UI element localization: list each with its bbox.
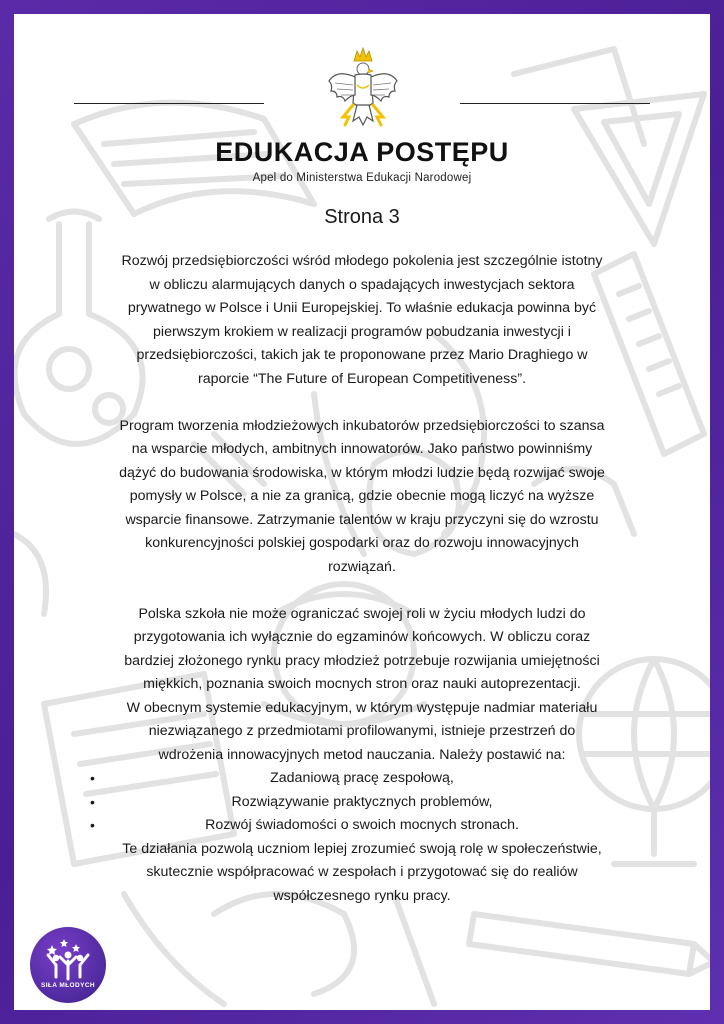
- paragraph-2: [70, 415, 654, 580]
- text-line: przygotowania ich wyłącznie do egzaminów końcowych. W obliczu coraz: [133, 629, 591, 645]
- document-page: [14, 14, 710, 1010]
- text-line: prywatnego w Polsce i Unii Europejskiej. To właśnie edukacja powinna być: [127, 300, 597, 316]
- text-line: dążyć do budowania środowiska, w którym młodzi ludzie będą rozwijać swoje: [119, 464, 605, 481]
- list-item: [70, 767, 654, 791]
- text-line: Te działania pozwolą uczniom lepiej zrozumieć swoją rolę w społeczeństwie,: [122, 840, 602, 857]
- list-item: [70, 814, 654, 838]
- document-title: EDUKACJA POSTĘPU: [215, 137, 509, 167]
- text-line: wdrożenia innowacyjnych metod nauczania. Należy postawić na:: [158, 746, 566, 763]
- text-line: na wsparcie młodych, ambitnych innowatorów. Jako państwo powinniśmy: [131, 441, 593, 457]
- document-body: [70, 250, 654, 908]
- list-item-text: Rozwiązywanie praktycznych problemów,: [231, 793, 493, 810]
- document-subtitle: Apel do Ministerstwa Edukacji Narodowej: [252, 172, 472, 184]
- list-item: [70, 791, 654, 815]
- text-line: W obecnym systemie edukacyjnym, w którym występuje nadmiar materiału: [126, 699, 598, 716]
- text-line: przedsiębiorczości, takich jak te proponowane przez Mario Draghiego w: [136, 347, 588, 363]
- text-line: współczesnego rynku pracy.: [273, 887, 451, 904]
- text-line: konkurencyjności polskiej gospodarki oraz do rozwoju innowacyjnych: [145, 535, 579, 551]
- text-line: miękkich, poznania swoich mocnych stron oraz nauki autoprezentacji.: [143, 676, 581, 692]
- text-line: Rozwój przedsiębiorczości wśród młodego pokolenia jest szczególnie istotny: [121, 253, 603, 269]
- text-line: niezwiązanego z przedmiotami profilowanymi, istnieje przestrzeń do: [148, 723, 576, 739]
- page-label: Strona 3: [324, 206, 400, 228]
- sila-mlodych-logo: [30, 927, 106, 1003]
- list-item-text: Zadaniową pracę zespołową,: [270, 770, 454, 786]
- text-line: wsparcie finansowe. Zatrzymanie talentów w kraju przyczyni się do wzrostu: [125, 511, 599, 528]
- text-line: bardziej złożonego rynku pracy młodzież potrzebuje rozwijania umiejętności: [124, 652, 600, 669]
- paragraph-3: [70, 603, 654, 768]
- paragraph-1: [70, 250, 654, 391]
- people-stars-icon: [30, 927, 106, 1003]
- list-item-text: Rozwój świadomości o swoich mocnych stronach.: [205, 817, 519, 833]
- logo-text: SIŁA MŁODYCH: [40, 982, 96, 989]
- header-rule-right: [460, 103, 650, 104]
- text-line: Polska szkoła nie może ograniczać swojej roli w życiu młodych ludzi do: [138, 605, 586, 622]
- bullet-icon: •: [90, 817, 95, 833]
- text-line: skutecznie współpracować w zespołach i przygotować się do realiów: [146, 864, 578, 880]
- paragraph-4: [70, 838, 654, 909]
- bullet-list: [70, 767, 654, 838]
- bullet-icon: •: [90, 770, 95, 786]
- text-line: raporcie “The Future of European Competitiveness”.: [197, 370, 527, 387]
- header-rule-left: [74, 103, 264, 104]
- text-line: pierwszym krokiem w realizacji programów pobudzania inwestycji i: [153, 323, 571, 340]
- text-line: Program tworzenia młodzieżowych inkubatorów przedsiębiorczości to szansa: [119, 417, 605, 434]
- text-line: pomysły w Polsce, a nie za granicą, gdzie obecnie mogą liczyć na wyższe: [129, 488, 595, 504]
- text-line: rozwiązań.: [328, 558, 396, 575]
- bullet-icon: •: [90, 793, 95, 810]
- eagle-emblem-icon: [327, 45, 399, 135]
- text-line: w obliczu alarmujących danych o spadających inwestycjach sektora: [149, 276, 575, 293]
